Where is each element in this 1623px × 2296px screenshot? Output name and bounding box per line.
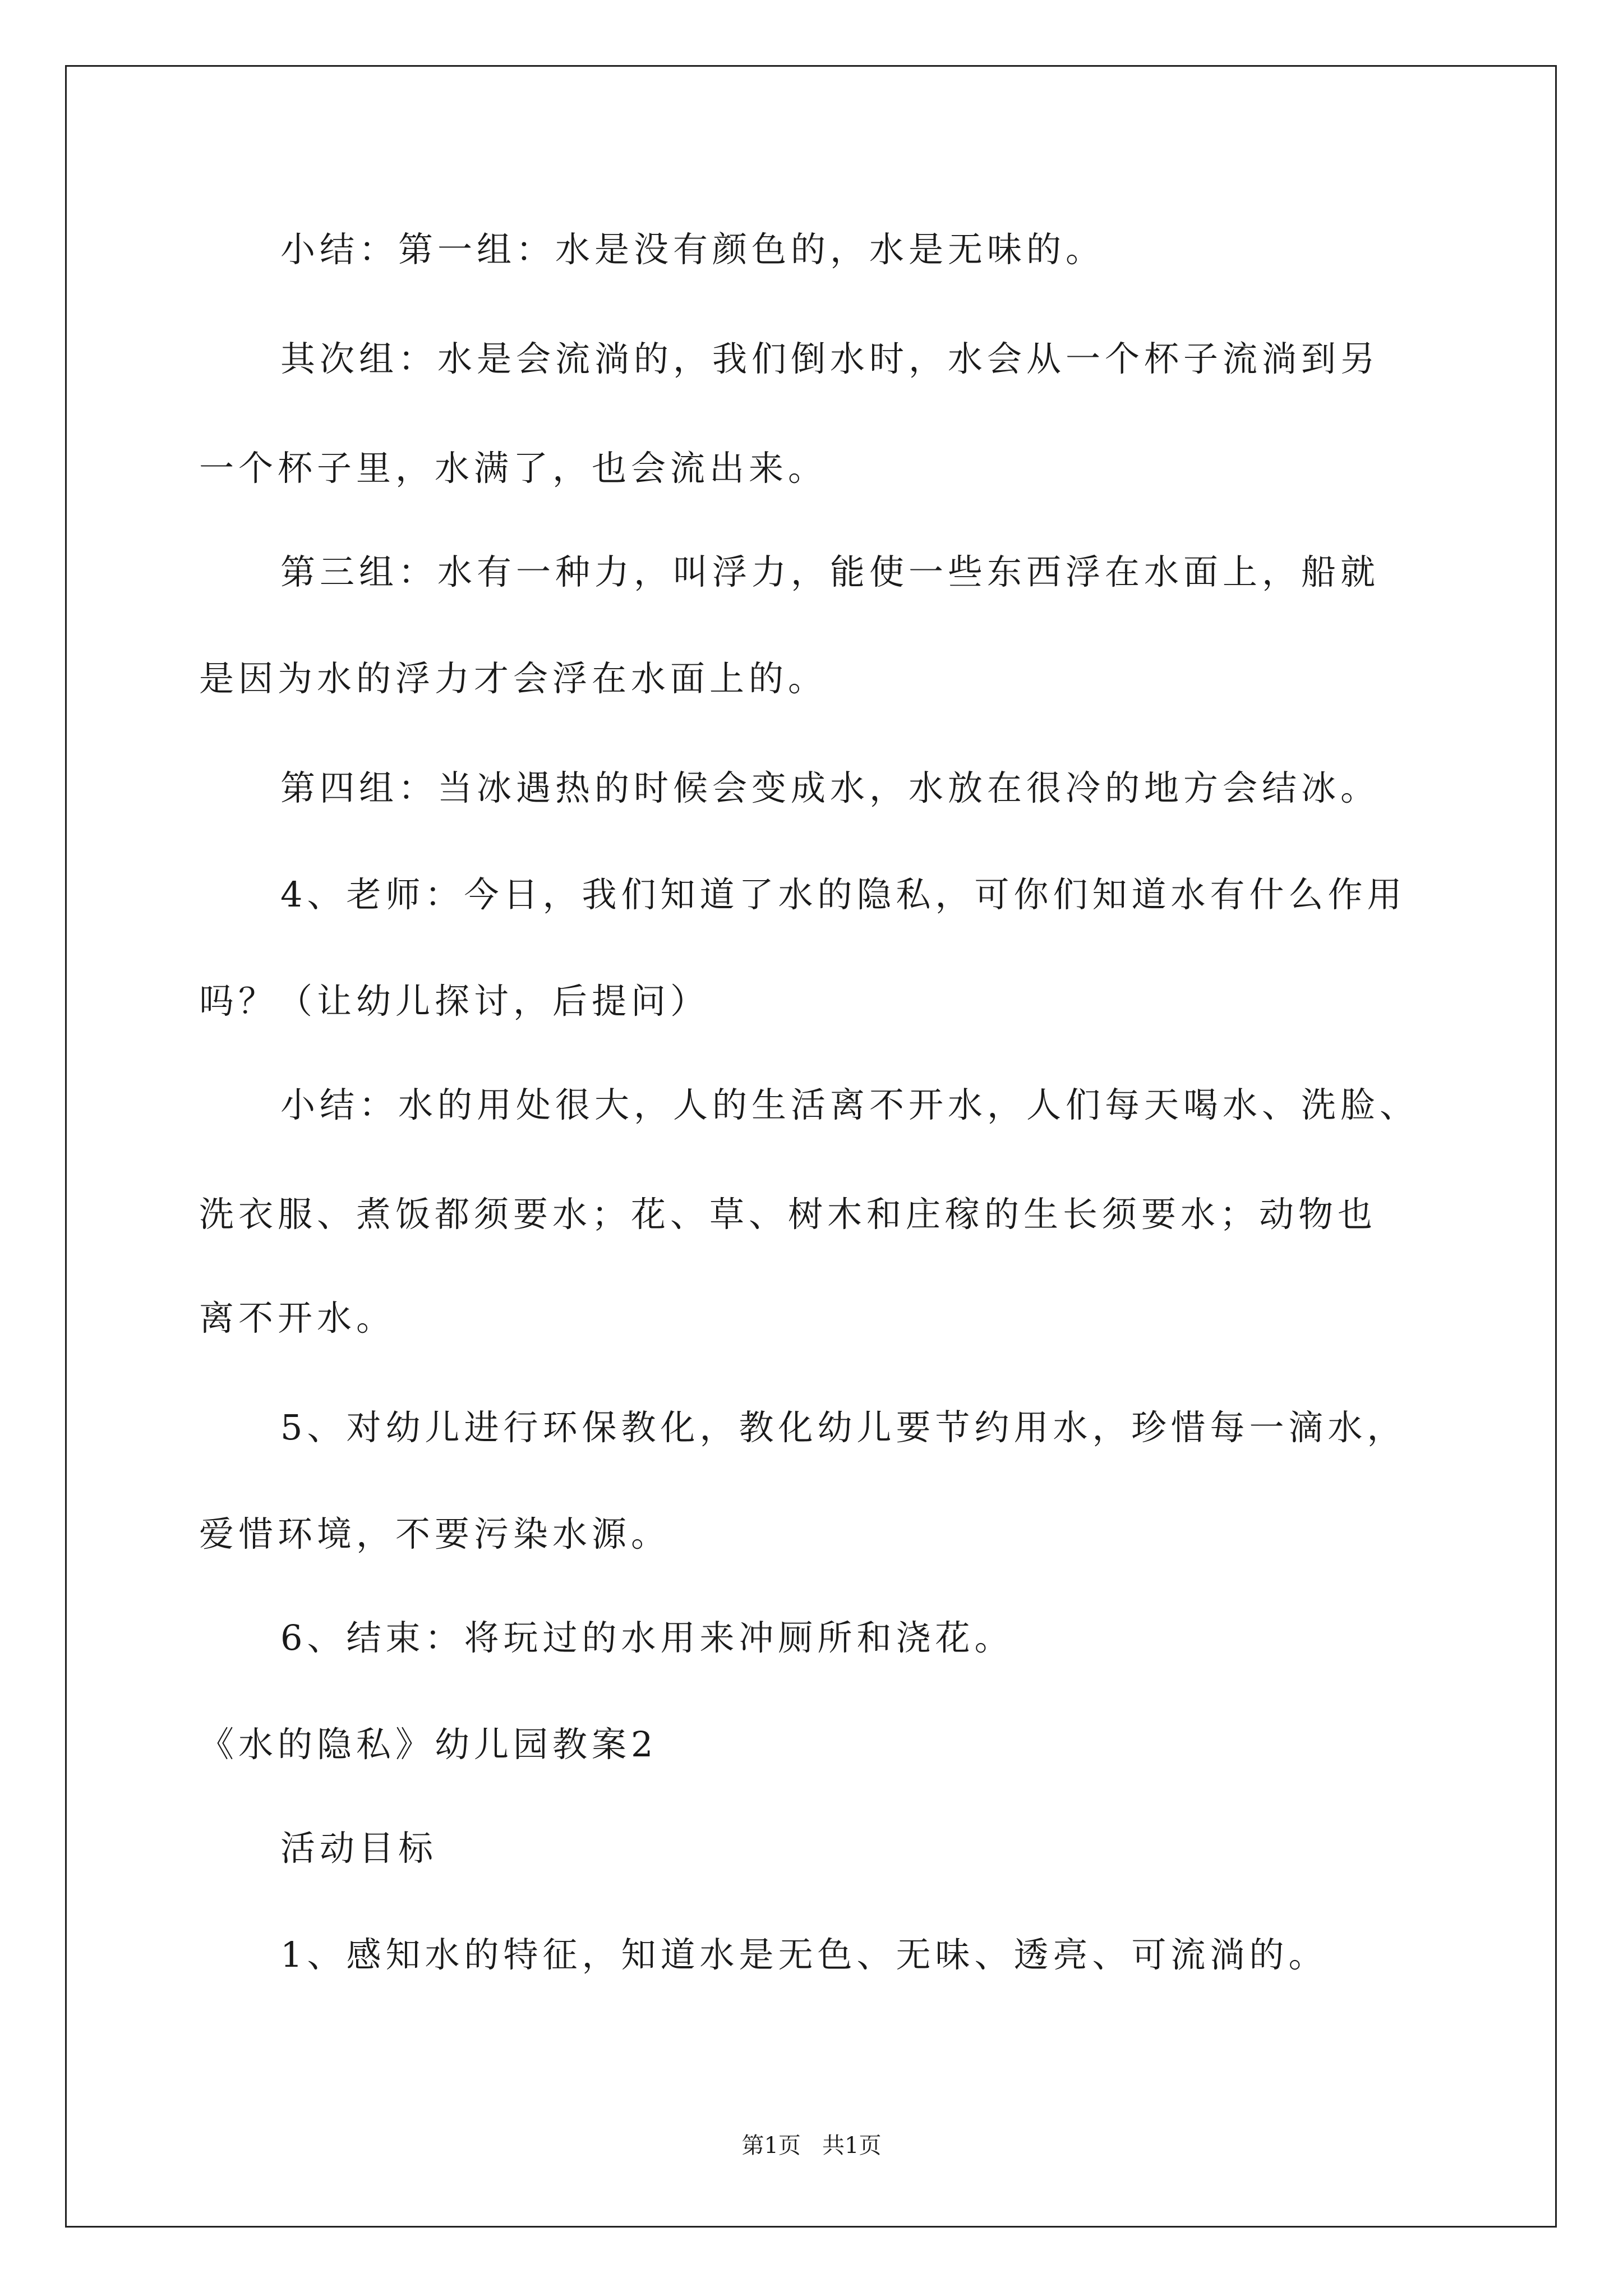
paragraph-line: 一个杯子里，水满了，也会流出来。 <box>199 448 828 489</box>
paragraph-line: 爱惜环境，不要污染水源。 <box>199 1513 671 1554</box>
paragraph-line: 是因为水的浮力才会浮在水面上的。 <box>199 658 828 699</box>
page-footer: 第1页 共1页 <box>741 2133 882 2159</box>
paragraph-line: 第三组：水有一种力，叫浮力，能使一些东西浮在水面上，船就 <box>280 551 1380 592</box>
paragraph-line: 洗衣服、煮饭都须要水；花、草、树木和庄稼的生长须要水；动物也 <box>199 1194 1377 1235</box>
paragraph-line: 吗？（让幼儿探讨，后提问） <box>199 981 710 1022</box>
paragraph-line: 小结：水的用处很大，人的生活离不开水，人们每天喝水、洗脸、 <box>280 1084 1419 1125</box>
subheading: 活动目标 <box>280 1828 438 1869</box>
paragraph-line: 第四组：当冰遇热的时候会变成水，水放在很冷的地方会结冰。 <box>280 767 1380 808</box>
paragraph-line: 6、结束：将玩过的水用来冲厕所和浇花。 <box>280 1617 1014 1658</box>
paragraph-line: 离不开水。 <box>199 1297 396 1338</box>
paragraph-line: 4、老师：今日，我们知道了水的隐私，可你们知道水有什么作用 <box>280 874 1407 915</box>
paragraph-line: 1、感知水的特征，知道水是无色、无味、透亮、可流淌的。 <box>280 1934 1328 1975</box>
paragraph-line: 小结：第一组：水是没有颜色的，水是无味的。 <box>280 229 1105 270</box>
page-border <box>65 65 1557 2228</box>
paragraph-line: 5、对幼儿进行环保教化，教化幼儿要节约用水，珍惜每一滴水， <box>280 1407 1407 1448</box>
section-heading: 《水的隐私》幼儿园教案2 <box>199 1724 658 1765</box>
paragraph-line: 其次组：水是会流淌的，我们倒水时，水会从一个杯子流淌到另 <box>280 338 1380 379</box>
